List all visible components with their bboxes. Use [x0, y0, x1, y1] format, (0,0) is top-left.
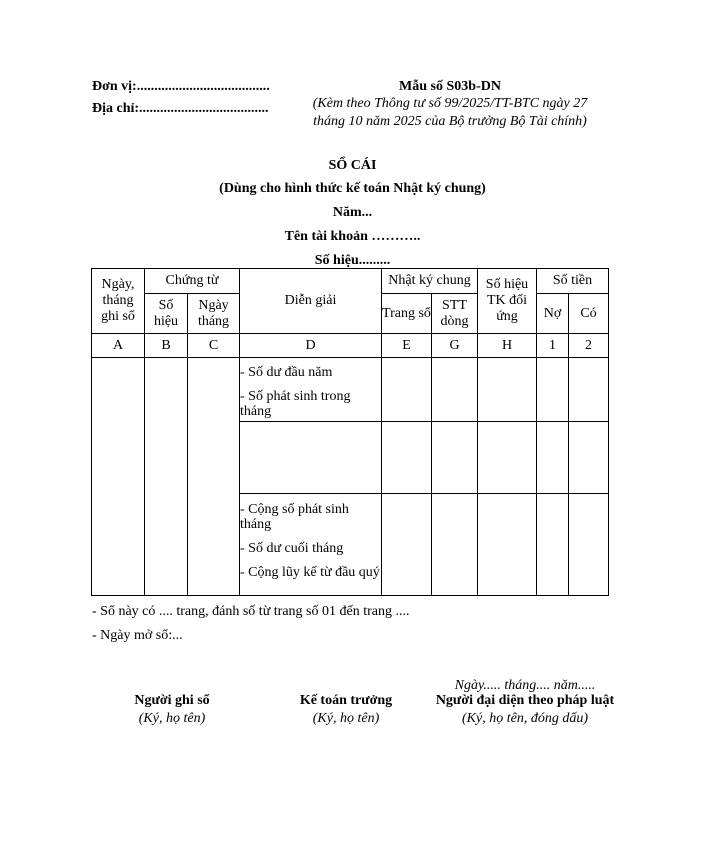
signature-note: (Ký, họ tên): [138, 711, 206, 726]
cell-journal-page[interactable]: [382, 358, 432, 422]
header-description: Diễn giải: [240, 269, 382, 334]
column-code-row: [92, 334, 609, 358]
table-row: [92, 358, 609, 422]
cell-voucher-date[interactable]: [188, 358, 240, 596]
address-field: Địa chỉ:.....................................: [92, 101, 269, 116]
header-voucher-group: Chứng từ: [145, 269, 240, 294]
header-journal-page: Trang sổ: [382, 294, 432, 334]
signature-legal-rep: [430, 692, 620, 728]
signature-date-line: Ngày..... tháng.... năm.....: [454, 678, 596, 693]
cell-description[interactable]: [240, 358, 382, 422]
cell-journal-line[interactable]: [432, 358, 478, 422]
signature-chief-accountant: [276, 692, 416, 728]
cell-credit[interactable]: [569, 422, 609, 494]
cell-credit[interactable]: [569, 358, 609, 422]
header-journal-line: STT dòng: [432, 294, 478, 334]
header-amount-group: Số tiền: [537, 269, 609, 294]
cell-journal-line[interactable]: [432, 422, 478, 494]
cell-debit[interactable]: [537, 494, 569, 596]
description-line: - Số dư cuối tháng: [240, 541, 344, 556]
account-name-field: Tên tài khoản ………..: [284, 229, 421, 244]
unit-field: Đơn vị:......................................: [92, 79, 270, 94]
column-code: 2: [569, 334, 609, 358]
header-voucher-date: Ngày tháng: [188, 294, 240, 334]
cell-description[interactable]: [240, 422, 382, 494]
cell-credit[interactable]: [569, 494, 609, 596]
ledger-table: [91, 268, 609, 596]
page-title: SỔ CÁI: [328, 158, 377, 173]
column-code: G: [432, 334, 478, 358]
page-count-note: - Sổ này có .... trang, đánh số từ trang số 01 đến trang ....: [92, 604, 410, 619]
form-legal-note: (Kèm theo Thông tư số 99/2025/TT-BTC ngày 27 tháng 10 năm 2025 của Bộ trưởng Bộ Tài chính): [312, 96, 588, 129]
description-line: - Cộng lũy kế từ đầu quý: [240, 565, 380, 580]
cell-description[interactable]: [240, 494, 382, 596]
form-code: Mẫu số S03b-DN: [399, 79, 501, 94]
cell-journal-page[interactable]: [382, 494, 432, 596]
cell-contra-account[interactable]: [478, 422, 537, 494]
year-field: Năm...: [332, 205, 373, 220]
description-line: - Số dư đầu năm: [240, 365, 333, 380]
cell-debit[interactable]: [537, 358, 569, 422]
signature-note: (Ký, họ tên, đóng dấu): [462, 711, 588, 726]
column-code: B: [145, 334, 188, 358]
signature-title: Người đại diện theo pháp luật: [435, 693, 615, 708]
cell-journal-line[interactable]: [432, 494, 478, 596]
cell-voucher-number[interactable]: [145, 358, 188, 596]
page-subtitle: (Dùng cho hình thức kế toán Nhật ký chung): [219, 181, 486, 196]
header-debit: Nợ: [537, 294, 569, 334]
column-code: 1: [537, 334, 569, 358]
signature-note: (Ký, họ tên): [312, 711, 380, 726]
header-credit: Có: [569, 294, 609, 334]
cell-contra-account[interactable]: [478, 358, 537, 422]
open-date-note: - Ngày mở sổ:...: [92, 628, 183, 643]
column-code: D: [240, 334, 382, 358]
signature-title: Người ghi sổ: [134, 693, 210, 708]
description-line: - Số phát sinh trong tháng: [240, 389, 351, 419]
cell-date-recorded[interactable]: [92, 358, 145, 596]
column-code: H: [478, 334, 537, 358]
cell-debit[interactable]: [537, 422, 569, 494]
description-line: - Cộng số phát sinh tháng: [240, 502, 349, 532]
signature-recorder: [102, 692, 242, 728]
header-journal-group: Nhật ký chung: [382, 269, 478, 294]
signature-title: Kế toán trưởng: [299, 693, 393, 708]
account-number-field: Số hiệu.........: [314, 253, 391, 268]
column-code: C: [188, 334, 240, 358]
header-date-recorded: Ngày, tháng ghi sổ: [92, 269, 145, 334]
column-code: A: [92, 334, 145, 358]
cell-contra-account[interactable]: [478, 494, 537, 596]
header-contra-account: Số hiệu TK đối ứng: [478, 269, 537, 334]
header-voucher-number: Số hiệu: [145, 294, 188, 334]
cell-journal-page[interactable]: [382, 422, 432, 494]
column-code: E: [382, 334, 432, 358]
header-row-1: [92, 269, 609, 294]
